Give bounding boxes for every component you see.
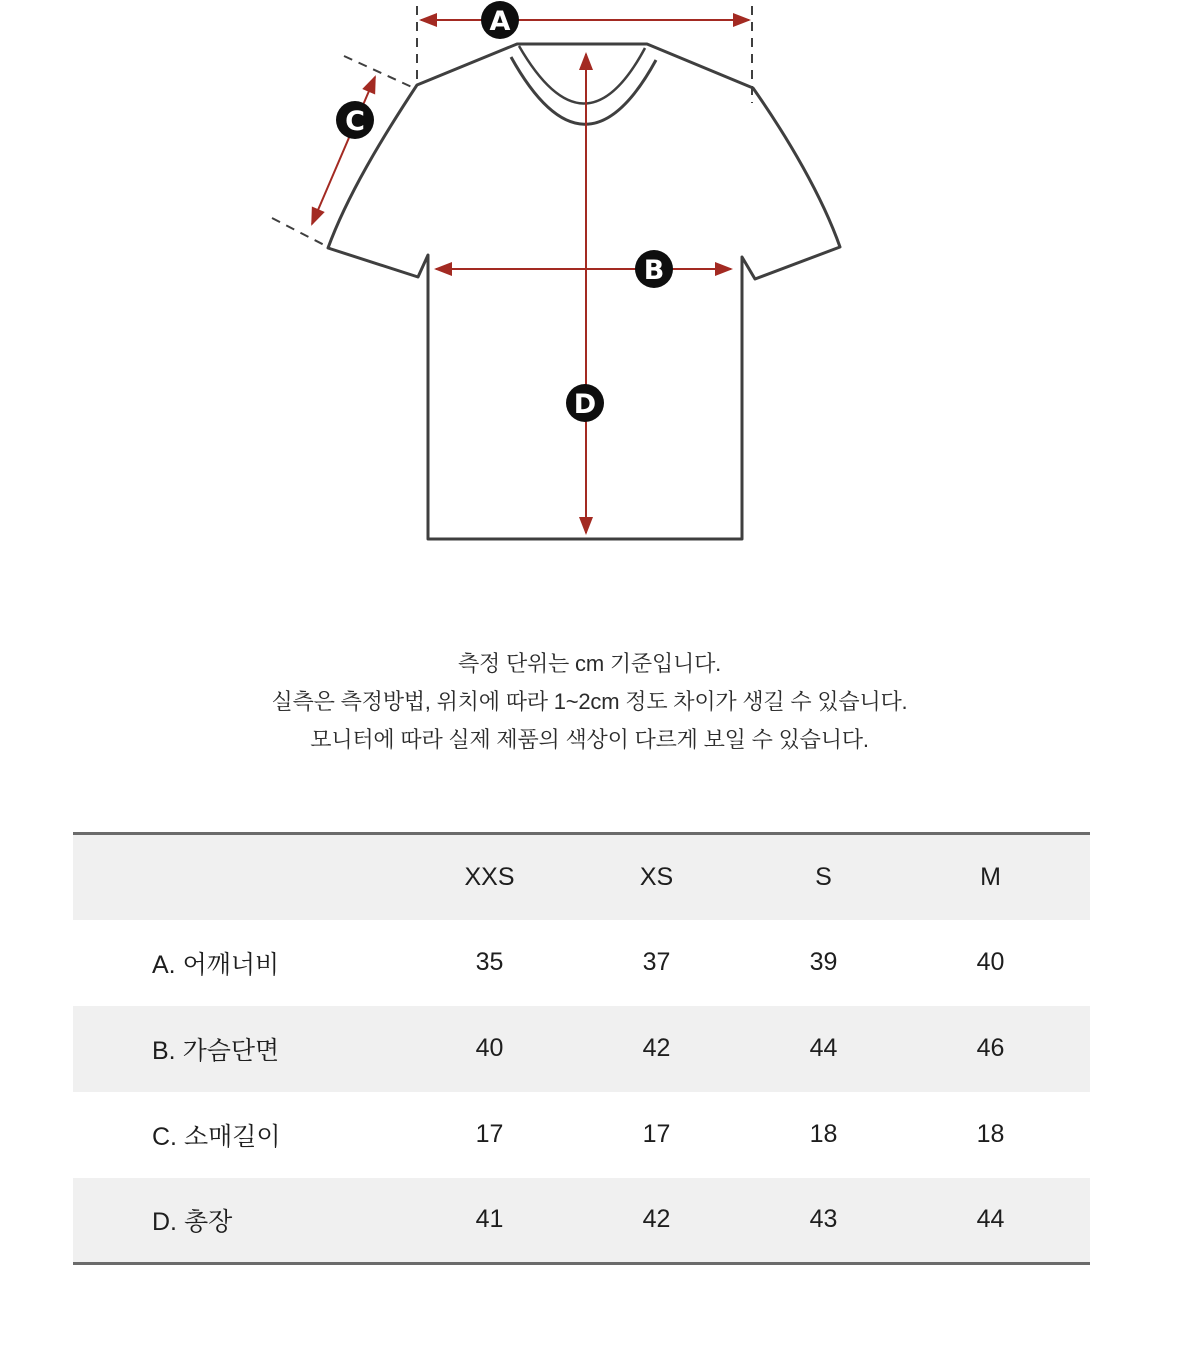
measurement-notice: [0, 645, 1179, 759]
table-row-chest: [73, 1006, 1090, 1092]
guide-dash-sleeve-bottom: [272, 218, 330, 248]
measure-label: D. 총장: [152, 1207, 233, 1236]
measure-badge-c: [336, 101, 374, 139]
size-table: [73, 832, 1090, 1265]
size-value: 46: [976, 1034, 1005, 1062]
size-value: 37: [642, 948, 671, 976]
size-table-header-row: [73, 834, 1090, 920]
measure-label: A. 어깨너비: [152, 950, 280, 979]
notice-line-2: 실측은 측정방법, 위치에 따라 1~2cm 정도 차이가 생길 수 있습니다.: [271, 689, 908, 714]
guide-dash-sleeve-top: [344, 56, 414, 88]
size-value: 41: [475, 1205, 504, 1234]
tshirt-diagram-svg: [0, 0, 1179, 600]
badge-a-label: A: [489, 6, 511, 37]
badge-d-label: D: [573, 389, 597, 420]
size-value: 40: [475, 1034, 504, 1062]
size-value: 18: [976, 1120, 1005, 1148]
notice-line-3: 모니터에 따라 실제 제품의 색상이 다르게 보일 수 있습니다.: [310, 727, 869, 752]
size-value: 18: [809, 1120, 838, 1148]
size-value: 42: [642, 1205, 671, 1234]
size-value: 35: [475, 948, 504, 976]
size-column-header-xs: XS: [639, 862, 674, 891]
notice-line-1: 측정 단위는 cm 기준입니다.: [457, 651, 722, 676]
table-row-sleeve: [73, 1092, 1090, 1178]
size-column-header-xxs: XXS: [464, 862, 515, 891]
size-value: 39: [809, 948, 838, 976]
measure-badge-b: [635, 250, 673, 288]
measure-label: C. 소매길이: [152, 1122, 281, 1151]
size-value: 44: [976, 1205, 1005, 1234]
badge-b-label: B: [643, 255, 665, 286]
badge-c-label: C: [345, 106, 365, 137]
size-table-corner-cell: [73, 834, 406, 920]
table-row-length: [73, 1178, 1090, 1264]
size-value: 44: [809, 1034, 838, 1062]
size-value: 17: [642, 1120, 671, 1148]
measure-label: B. 가슴단면: [152, 1036, 280, 1065]
size-value: 42: [642, 1034, 671, 1062]
size-value: 40: [976, 948, 1005, 976]
table-row-shoulder: [73, 920, 1090, 1006]
size-column-header-s: S: [815, 862, 832, 891]
size-value: 43: [809, 1205, 838, 1234]
measure-badge-a: [481, 1, 519, 39]
measure-badge-d: [566, 384, 604, 422]
size-column-header-m: M: [980, 862, 1001, 891]
size-value: 17: [475, 1120, 504, 1148]
tshirt-measurement-diagram: [0, 0, 1179, 600]
tshirt-outline: [328, 44, 840, 539]
